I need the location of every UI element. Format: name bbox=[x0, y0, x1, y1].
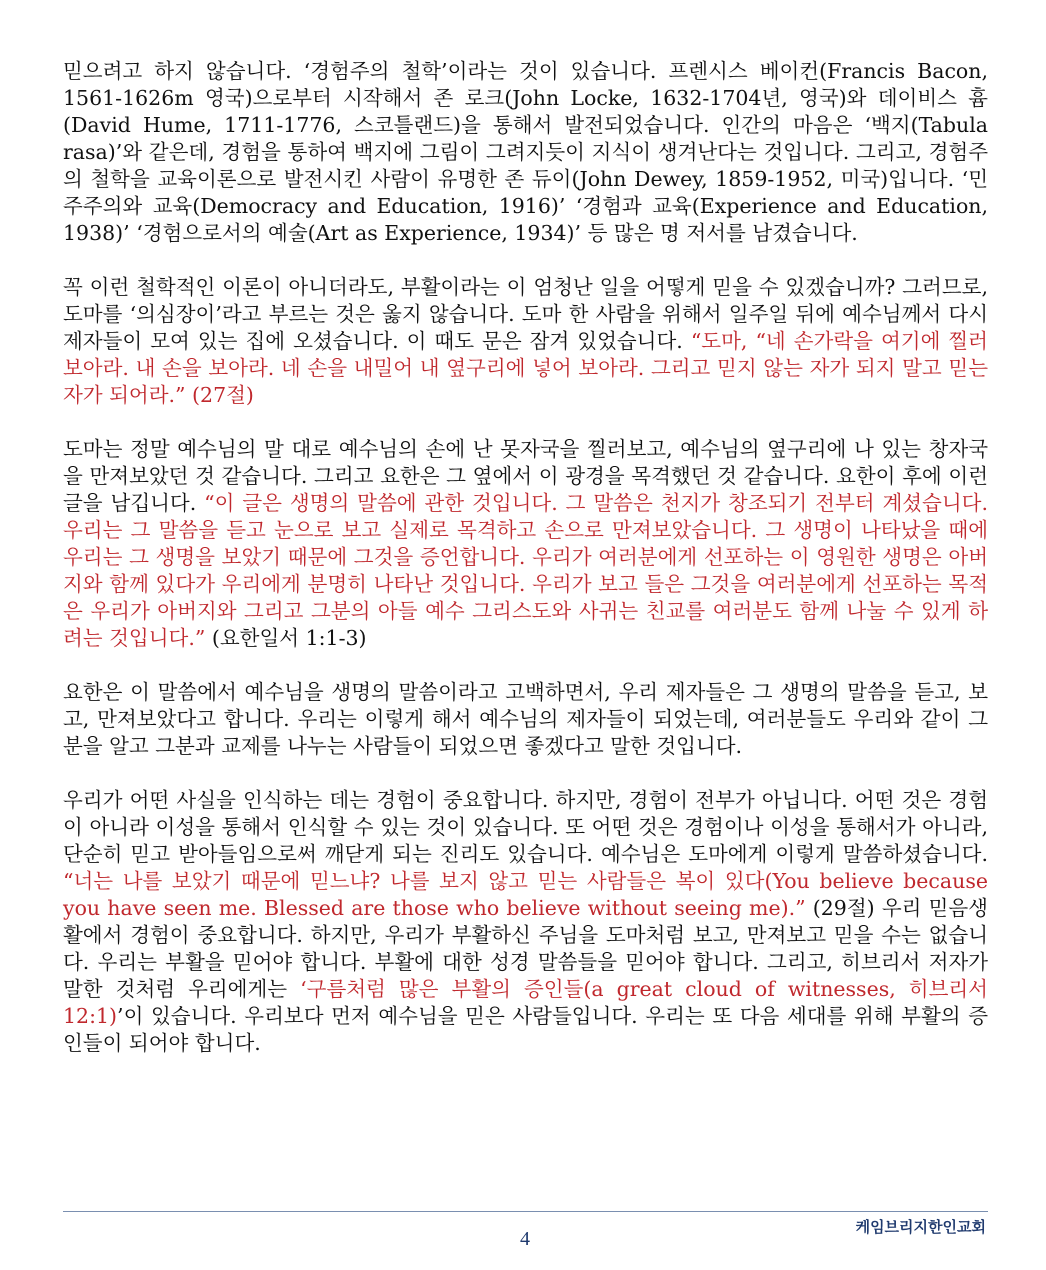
paragraph-faith-experience bbox=[63, 787, 988, 1057]
paragraph-empiricism bbox=[63, 58, 988, 247]
footer-divider bbox=[63, 1211, 988, 1212]
church-name: 케임브리지한인교회 bbox=[855, 1218, 986, 1236]
page-number: 4 bbox=[520, 1228, 530, 1250]
paragraph-text: 도마는 정말 예수님의 말 대로 예수님의 손에 난 못자국을 찔러보고, 예수님의 옆구리에 나 있는 창자국을 만져보았던 것 같습니다. 그리고 요한은 그 옆에서 이 광경을 목격했던 것 같습니다. 요한이 후에 이런 글을 남깁니다. bbox=[63, 437, 988, 515]
paragraph-text: (29절) 우리 믿음생활에서 경험이 중요합니다. 하지만, 우리가 부활하신 주님을 도마처럼 보고, 만져보고 믿을 수는 없습니다. 우리는 부활을 믿어야 합니다. 부활에 대한 성경 말씀들을 믿어야 합니다. 그리고, 히브리서 저자가 말한 것처럼 우리에게는 bbox=[63, 896, 988, 1001]
paragraph-text: 꼭 이런 철학적인 이론이 아니더라도, 부활이라는 이 엄청난 일을 어떻게 믿을 수 있겠습니까? 그러므로, 도마를 ‘의심장이’라고 부르는 것은 옳지 않습니다. 도마 한 사람을 위해서 일주일 뒤에 예수님께서 다시 제자들이 모여 있는 집에 오셨습니다. 이 때도 문은 잠겨 있었습니다. bbox=[63, 275, 988, 353]
paragraph-john-testimony bbox=[63, 436, 988, 652]
paragraph-word-of-life bbox=[63, 679, 988, 760]
paragraph-text: 믿으려고 하지 않습니다. ‘경험주의 철학’이라는 것이 있습니다. 프렌시스 베이컨(Francis Bacon, 1561-1626m 영국)으로부터 시작해서 존 로크(John Locke, 1632-1704년, 영국)와 데이비스 흄(David Hume, 1711-1776, 스코틀랜드)을 통해서 발전되었습니다. 인간의 마음은 ‘백지(Tabula rasa)’와 같은데, 경험을 통하여 백지에 그림이 그려지듯이 지식이 생겨난다는 것입니다. 그리고, 경험주의 철학을 교육이론으로 발전시킨 사람이 유명한 존 듀이(John Dewey, 1859-1952, 미국)입니다. ‘민주주의와 교육(Democracy and Education, 1916)’ ‘경험과 교육(Experience and Education, 1938)’ ‘경험으로서의 예술(Art as Experience, 1934)’ 등 많은 명 저서를 남겼습니다. bbox=[63, 59, 988, 245]
scripture-quote: “이 글은 생명의 말씀에 관한 것입니다. 그 말씀은 천지가 창조되기 전부터 계셨습니다. 우리는 그 말씀을 듣고 눈으로 보고 실제로 목격하고 손으로 만져보았습니다. 그 생명이 나타났을 때에 우리는 그 생명을 보았기 때문에 그것을 증언합니다. 우리가 여러분에게 선포하는 이 영원한 생명은 아버지와 함께 있다가 우리에게 분명히 나타난 것입니다. 우리가 보고 들은 그것을 여러분에게 선포하는 목적은 우리가 아버지와 그리고 그분의 아들 예수 그리스도와 사귀는 친교를 여러분도 함께 나눌 수 있게 하려는 것입니다.” bbox=[63, 491, 988, 650]
paragraph-thomas bbox=[63, 274, 988, 409]
paragraph-text: ’이 있습니다. 우리보다 먼저 예수님을 믿은 사람들입니다. 우리는 또 다음 세대를 위해 부활의 증인들이 되어야 합니다. bbox=[63, 1004, 988, 1055]
paragraph-text: 우리가 어떤 사실을 인식하는 데는 경험이 중요합니다. 하지만, 경험이 전부가 아닙니다. 어떤 것은 경험이 아니라 이성을 통해서 인식할 수 있는 것이 있습니다. 또 어떤 것은 경험이나 이성을 통해서가 아니라, 단순히 믿고 받아들임으로써 깨닫게 되는 진리도 있습니다. 예수님은 도마에게 이렇게 말씀하셨습니다. bbox=[63, 788, 988, 866]
document-body bbox=[63, 58, 988, 1084]
scripture-quote: “도마, “네 손가락을 여기에 찔러 보아라. 내 손을 보아라. 네 손을 내밀어 내 옆구리에 넣어 보아라. 그리고 믿지 않는 자가 되지 말고 믿는 자가 되어라.” (27절) bbox=[63, 329, 988, 407]
paragraph-text: 요한은 이 말씀에서 예수님을 생명의 말씀이라고 고백하면서, 우리 제자들은 그 생명의 말씀을 듣고, 보고, 만져보았다고 합니다. 우리는 이렇게 해서 예수님의 제자들이 되었는데, 여러분들도 우리와 같이 그분을 알고 그분과 교제를 나누는 사람들이 되었으면 좋겠다고 말한 것입니다. bbox=[63, 680, 988, 758]
scripture-quote: “너는 나를 보았기 때문에 믿느냐? 나를 보지 않고 믿는 사람들은 복이 있다(You believe because you have seen me. Blessed are those who believe without seeing me).” bbox=[63, 869, 988, 920]
scripture-quote: ‘구름처럼 많은 부활의 증인들(a great cloud of witnesses, 히브리서 12:1) bbox=[63, 977, 988, 1028]
scripture-reference: (요한일서 1:1-3) bbox=[205, 626, 367, 650]
